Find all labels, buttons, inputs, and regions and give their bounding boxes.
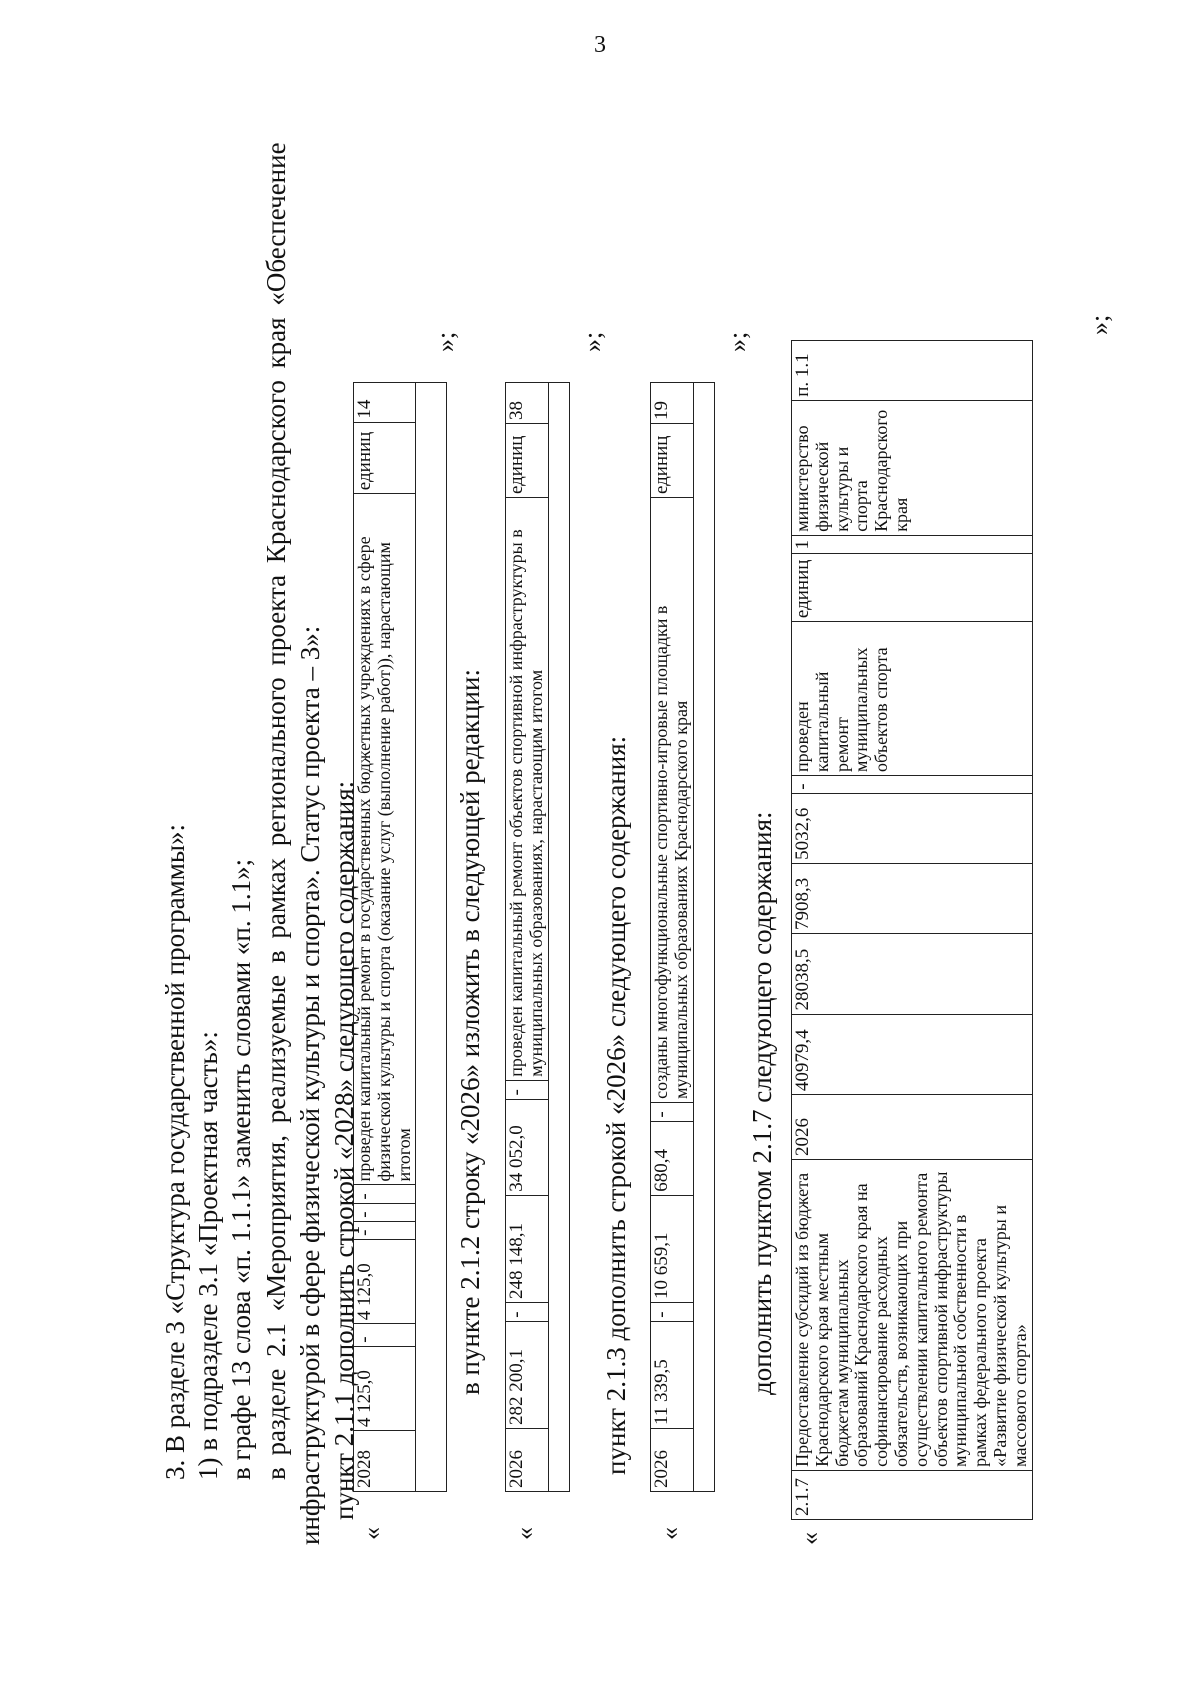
- open-quote: «: [795, 1532, 824, 1545]
- text-line-4: в разделе 2.1 «Мероприятия, реализуемые в рамках регионального проекта Краснодарского края «Обеспечение: [261, 142, 291, 1480]
- table-row-2026-b: [650, 382, 715, 1492]
- cell-unit: единиц: [354, 422, 416, 494]
- cell-regional: 7908,3: [792, 863, 1033, 933]
- close-quote: »;: [1085, 314, 1114, 335]
- page-number: 3: [594, 32, 606, 58]
- cell-year: 2026: [651, 1428, 694, 1491]
- cell-result: проведен капитальный ремонт в государственных бюджетных учреждениях в сфере физической культуры и спорта (оказание услуг (выполнение работ)), нарастающим итогом: [354, 494, 416, 1185]
- cell-unit: единиц: [506, 423, 549, 497]
- text-line-7: в пункте 2.1.2 строку «2026» изложить в следующей редакции:: [455, 669, 485, 1395]
- cell-year: 2026: [792, 1095, 1033, 1160]
- cell-value: 14: [354, 383, 416, 423]
- cell-dash: -: [506, 1302, 549, 1321]
- cell-result: проведен капитальный ремонт муниципальных объектов спорта: [792, 622, 1033, 776]
- cell-ref: п. 1.1: [792, 341, 1033, 401]
- cell-federal: 28038,5: [792, 933, 1033, 1014]
- cell-dash: -: [651, 1302, 694, 1321]
- cell-value: 19: [651, 383, 694, 424]
- cell-result: проведен капитальный ремонт объектов спортивной инфраструктуры в муниципальных образованиях, нарастающим итогом: [506, 498, 549, 1081]
- text-line-8: пункт 2.1.3 дополнить строкой «2026» следующего содержания:: [601, 735, 631, 1475]
- cell-value: 38: [506, 383, 549, 424]
- cell-dash: -: [354, 1185, 416, 1203]
- open-quote: «: [510, 1527, 539, 1540]
- cell-year: 2028: [354, 1431, 416, 1492]
- cell-dash: -: [792, 775, 1033, 793]
- cell-total: 4 125,0: [354, 1346, 416, 1430]
- cell-local: 680,4: [651, 1121, 694, 1195]
- cell-total: 282 200,1: [506, 1321, 549, 1428]
- open-quote: «: [655, 1527, 684, 1540]
- text-line-2: 1) в подразделе 3.1 «Проектная часть»:: [193, 1031, 223, 1480]
- text-line-3: в графе 13 слова «п. 1.1.1» заменить словами «п. 1.1»;: [226, 858, 256, 1480]
- close-quote: »;: [578, 331, 607, 352]
- cell-dash: -: [354, 1203, 416, 1221]
- cell-year: 2026: [506, 1428, 549, 1491]
- cell-dash: -: [651, 1102, 694, 1121]
- text-line-5: инфраструктурой в сфере физической культуры и спорта». Статус проекта – 3»:: [295, 625, 325, 1545]
- cell-dash: -: [506, 1080, 549, 1099]
- cell-result: созданы многофункциональные спортивно-игровые площадки в муниципальных образованиях Краснодарского края: [651, 498, 694, 1103]
- cell-unit: единиц: [792, 553, 1033, 622]
- cell-description: Предоставление субсидий из бюджета Краснодарского края местным бюджетам муниципальных образований Краснодарского края на софинансирование расходных обязательств, возникающих при осуществлении капитального ремонта объектов спортивной инфраструктуры муниципальной собственности в рамках федерального проекта «Развитие физической культуры и массового спорта»: [792, 1159, 1033, 1470]
- table-row-2-1-7: [791, 340, 1033, 1520]
- open-quote: «: [357, 1527, 386, 1540]
- cell-dash: -: [354, 1221, 416, 1239]
- text-line-1: 3. В разделе 3 «Структура государственной программы»:: [160, 824, 190, 1480]
- text-line-6: пункт 2.1.1 дополнить строкой «2028» следующего содержания:: [329, 780, 359, 1520]
- cell-total: 11 339,5: [651, 1321, 694, 1428]
- cell-executor: министерство физической культуры и спорта Краснодарского края: [792, 400, 1033, 535]
- cell-local: 34 052,0: [506, 1099, 549, 1195]
- cell-dash: -: [354, 1324, 416, 1346]
- cell-regional: 248 148,1: [506, 1195, 549, 1302]
- close-quote: »;: [723, 331, 752, 352]
- cell-num: 2.1.7: [792, 1470, 1033, 1519]
- cell-value: 1: [792, 535, 1033, 553]
- cell-local: 5032,6: [792, 793, 1033, 863]
- cell-regional: 10 659,1: [651, 1195, 694, 1302]
- table-row-2028: [353, 382, 447, 1492]
- rotated-content: [135, 90, 1135, 1640]
- cell-regional: 4 125,0: [354, 1239, 416, 1323]
- table-row-2026-a: [505, 382, 570, 1492]
- text-line-9: дополнить пунктом 2.1.7 следующего содержания:: [747, 811, 777, 1395]
- cell-total: 40979,4: [792, 1014, 1033, 1095]
- close-quote: »;: [431, 331, 460, 352]
- cell-unit: единиц: [651, 423, 694, 497]
